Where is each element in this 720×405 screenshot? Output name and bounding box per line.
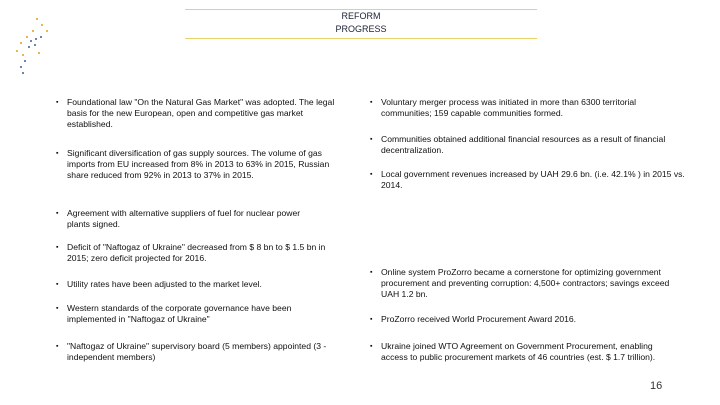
left-bullet-item xyxy=(56,97,342,130)
bullet-icon: ▪ xyxy=(56,150,59,157)
bullet-icon: ▪ xyxy=(56,343,59,350)
right-bullet-item xyxy=(370,97,681,119)
left-bullet-item xyxy=(56,279,342,290)
right-bullet-item xyxy=(370,314,681,325)
left-bullet-item xyxy=(56,148,342,181)
item-text: "Naftogaz of Ukraine" supervisory board (5 members) appointed (3 - independent members) xyxy=(67,341,327,362)
item-text: Western standards of the corporate governance have been implemented in "Naftogaz of Ukraine" xyxy=(67,303,292,324)
logo-icon xyxy=(8,10,60,85)
bullet-icon: ▪ xyxy=(370,316,373,323)
title-line: REFORM xyxy=(341,11,381,21)
item-text: Voluntary merger process was initiated in more than 6300 territorial communities; 159 capable communities formed. xyxy=(381,97,637,118)
item-text: Ukraine joined WTO Agreement on Government Procurement, enabling access to public procurement markets of 46 countries (est. $ 1.7 trillion). xyxy=(381,341,656,362)
bullet-icon: ▪ xyxy=(370,136,373,143)
item-text: Online system ProZorro became a cornerstone for optimizing government procurement and preventing corruption: 4,500+ contractors; savings exceed UAH 1.2 bn. xyxy=(381,267,670,299)
left-bullet-item xyxy=(56,208,307,230)
left-bullet-item xyxy=(56,341,327,363)
title-line: PROGRESS xyxy=(335,24,387,34)
bullet-icon: ▪ xyxy=(56,99,59,106)
right-bullet-item xyxy=(370,134,686,156)
bullet-icon: ▪ xyxy=(370,171,373,178)
left-bullet-item xyxy=(56,242,342,264)
bullet-icon: ▪ xyxy=(370,99,373,106)
bullet-icon: ▪ xyxy=(56,210,59,217)
item-text: Agreement with alternative suppliers of fuel for nuclear power plants signed. xyxy=(67,208,301,229)
bullet-icon: ▪ xyxy=(56,305,59,312)
right-bullet-item xyxy=(370,341,681,363)
item-text: Communities obtained additional financial resources as a result of financial decentralization. xyxy=(381,134,666,155)
bullet-icon: ▪ xyxy=(370,343,373,350)
item-text: ProZorro received World Procurement Award 2016. xyxy=(381,314,577,324)
left-bullet-item xyxy=(56,303,327,325)
item-text: Deficit of "Naftogaz of Ukraine" decreased from $ 8 bn to $ 1.5 bn in 2015; zero deficit projected for 2016. xyxy=(67,242,326,263)
bullet-icon: ▪ xyxy=(56,281,59,288)
right-bullet-item xyxy=(370,169,686,191)
item-text: Local government revenues increased by UAH 29.6 bn. (i.e. 42.1% ) in 2015 vs. 2014. xyxy=(381,169,685,190)
page-number: 16 xyxy=(650,380,663,392)
right-bullet-item xyxy=(370,267,681,300)
item-text: Foundational law "On the Natural Gas Market" was adopted. The legal basis for the new European, open and competitive gas market established. xyxy=(67,97,335,129)
item-text: Utility rates have been adjusted to the market level. xyxy=(67,279,262,289)
bullet-icon: ▪ xyxy=(370,269,373,276)
bullet-icon: ▪ xyxy=(56,244,59,251)
slide-title xyxy=(185,9,537,39)
item-text: Significant diversification of gas supply sources. The volume of gas imports from EU increased from 8% in 2013 to 63% in 2015, Russian share reduced from 92% in 2013 to 37% in 2015. xyxy=(67,148,330,180)
